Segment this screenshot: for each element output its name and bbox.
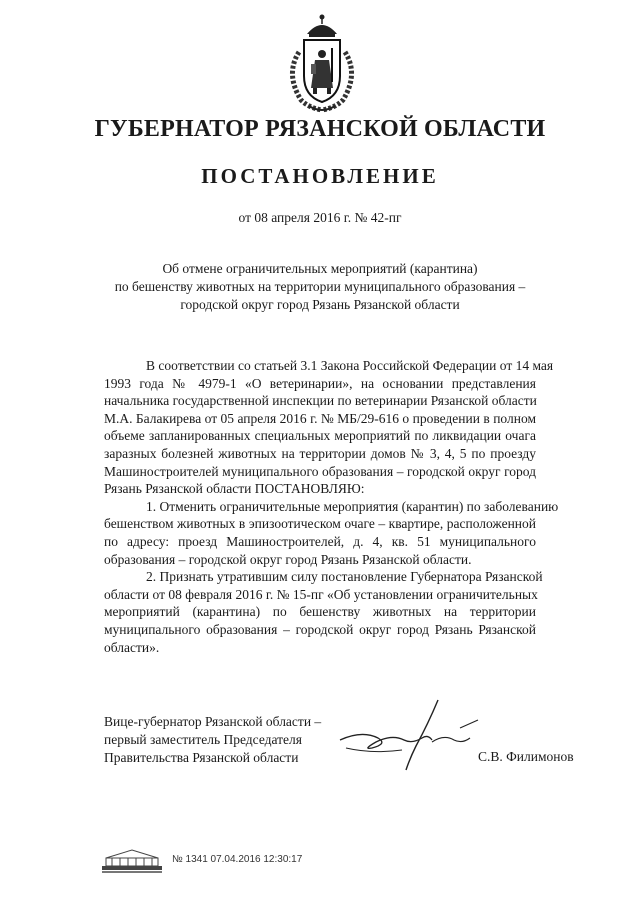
body-line: муниципального образования – городской округ город Рязань Рязанской <box>104 621 536 637</box>
signatory-title-line: первый заместитель Председателя <box>104 732 302 747</box>
subject-line: Об отмене ограничительных мероприятий (карантина) <box>162 261 478 276</box>
subject-line: городской округ город Рязань Рязанской области <box>180 297 460 312</box>
body-line: объеме запланированных специальных мероприятий по ликвидации очага <box>104 428 536 444</box>
document-date-number: от 08 апреля 2016 г. № 42-пг <box>238 210 402 225</box>
registration-stamp-text: № 1341 07.04.2016 12:30:17 <box>172 854 303 865</box>
body-line: заразных болезней животных на территории домов № 3, 4, 5 по проезду <box>104 445 536 461</box>
registry-building-logo-icon <box>100 848 164 874</box>
body-line: М.А. Балакирева от 05 апреля 2016 г. № МБ/29-616 о проведении в полном <box>104 410 536 426</box>
signatory-title-line: Вице-губернатор Рязанской области – <box>104 714 322 729</box>
body-line: 2. Признать утратившим силу постановление Губернатора Рязанской <box>146 569 543 585</box>
signatory-name: С.В. Филимонов <box>478 749 574 764</box>
body-line: области от 08 февраля 2016 г. № 15-пг «Об установлении ограничительных <box>104 586 538 602</box>
ryazan-coat-of-arms-icon <box>279 12 365 114</box>
document-type: ПОСТАНОВЛЕНИЕ <box>201 164 439 188</box>
registry-footer <box>100 848 360 878</box>
body-line: мероприятий (карантина) по бешенству животных на территории <box>104 604 536 620</box>
body-line: образования – городской округ город Рязань Рязанской области. <box>104 551 472 567</box>
body-line: начальника государственной инспекции по ветеринарии Рязанской области <box>104 393 537 409</box>
handwritten-signature <box>332 694 482 774</box>
body-line: 1993 года № 4979-1 «О ветеринарии», на основании представления <box>104 375 536 391</box>
body-line: области». <box>104 639 160 655</box>
issuing-authority: ГУБЕРНАТОР РЯЗАНСКОЙ ОБЛАСТИ <box>94 116 546 142</box>
signatory-title-line: Правительства Рязанской области <box>104 750 299 765</box>
subject-line: по бешенству животных на территории муниципального образования – <box>114 279 526 294</box>
signatory-title <box>104 713 364 767</box>
body-line: Рязань Рязанской области ПОСТАНОВЛЯЮ: <box>104 481 365 497</box>
document-body <box>104 357 559 656</box>
body-line: Машиностроителей муниципального образования – городской округ город <box>104 463 536 479</box>
body-line: В соответствии со статьей 3.1 Закона Российской Федерации от 14 мая <box>146 358 554 373</box>
body-line: бешенством животных в эпизоотическом очаге – квартире, расположенной <box>104 516 536 532</box>
document-subject <box>90 260 550 314</box>
body-line: по адресу: проезд Машиностроителей, д. 4, кв. 51 муниципального <box>104 533 536 549</box>
body-line: 1. Отменить ограничительные мероприятия (карантин) по заболеванию <box>146 498 559 514</box>
